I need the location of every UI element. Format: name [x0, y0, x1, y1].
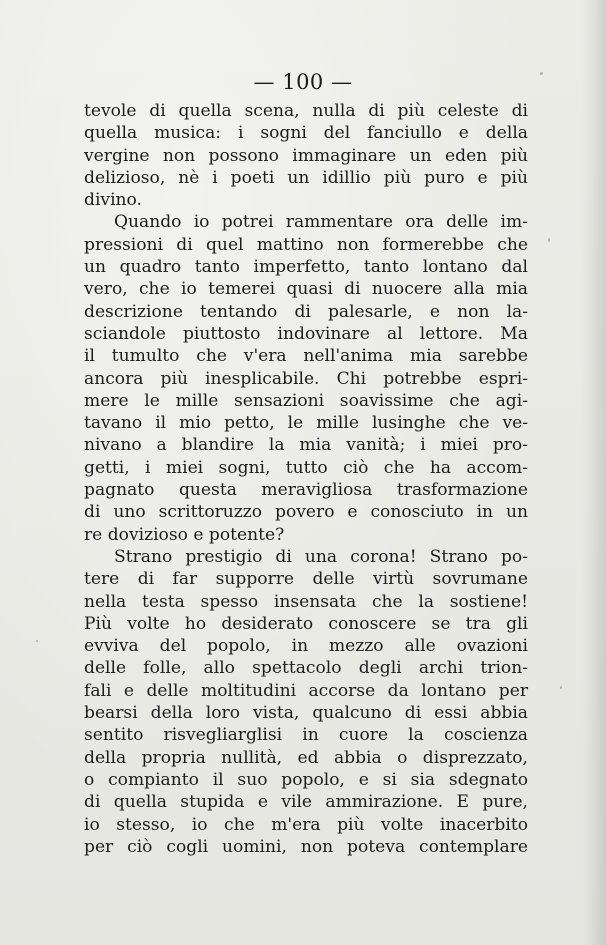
text-line: un quadro tanto imperfetto, tanto lontano dal: [84, 257, 528, 278]
text-line: pressioni di quel mattino non formerebbe che: [84, 234, 528, 255]
text-line: di quella stupida e vile ammirazione. E pure,: [84, 792, 528, 813]
text-line: tevole di quella scena, nulla di più celeste di: [84, 101, 528, 121]
text-line: io stesso, io che m'era più volte inacerbito: [84, 814, 528, 835]
text-line: descrizione tentando di palesarle, e non la-: [84, 301, 528, 322]
text-line: vergine non possono immaginare un eden più: [84, 145, 528, 166]
binding-shadow: [582, 0, 606, 945]
page-number: — 100 —: [253, 70, 353, 94]
paper-speck: [548, 238, 550, 242]
text-line: re dovizioso e potente?: [84, 524, 285, 545]
text-line: Quando io potrei rammentare ora delle im-: [114, 212, 528, 233]
text-line: delizioso, nè i poeti un idillio più puro e più: [84, 167, 528, 188]
text-line: tavano il mio petto, le mille lusinghe che ve-: [84, 413, 528, 434]
text-line: di uno scrittoruzzo povero e conosciuto in un: [84, 502, 528, 523]
text-line: nella testa spesso insensata che la sostiene!: [84, 591, 528, 612]
text-line: della propria nullità, ed abbia o disprezzato,: [84, 747, 528, 768]
text-line: quella musica: i sogni del fanciullo e della: [84, 123, 528, 144]
text-line: vero, che io temerei quasi di nuocere alla mia: [84, 279, 528, 300]
text-line: nivano a blandire la mia vanità; i miei pro-: [84, 435, 528, 456]
body-text: [84, 100, 528, 858]
text-line: divino.: [84, 190, 142, 211]
text-line: bearsi della loro vista, qualcuno di essi abbia: [84, 703, 528, 724]
text-line: o compianto il suo popolo, e si sia sdegnato: [84, 769, 528, 790]
text-line: Strano prestigio di una corona! Strano po-: [114, 546, 528, 567]
text-line: sciandole piuttosto indovinare al lettore. Ma: [84, 323, 528, 344]
text-line: evviva del popolo, in mezzo alle ovazioni: [84, 636, 528, 657]
text-line: ancora più inesplicabile. Chi potrebbe espri-: [84, 368, 528, 389]
text-line: getti, i miei sogni, tutto ciò che ha accom-: [84, 457, 528, 478]
paper-speck: [560, 686, 562, 689]
paper-speck: [540, 72, 543, 75]
text-line: Più volte ho desiderato conoscere se tra gli: [84, 613, 528, 634]
text-line: il tumulto che v'era nell'anima mia sarebbe: [84, 346, 528, 367]
paper-speck: [36, 640, 38, 642]
text-line: tere di far supporre delle virtù sovrumane: [84, 569, 528, 590]
text-line: mere le mille sensazioni soavissime che agi-: [84, 390, 528, 411]
text-line: delle folle, allo spettacolo degli archi trion-: [84, 658, 528, 679]
text-line: sentito risvegliarglisi in cuore la coscienza: [84, 725, 528, 746]
text-line: fali e delle moltitudini accorse da lontano per: [84, 680, 528, 701]
text-line: pagnato questa meravigliosa trasformazione: [84, 480, 528, 501]
text-line: per ciò cogli uomini, non poteva contemplare: [84, 836, 528, 857]
